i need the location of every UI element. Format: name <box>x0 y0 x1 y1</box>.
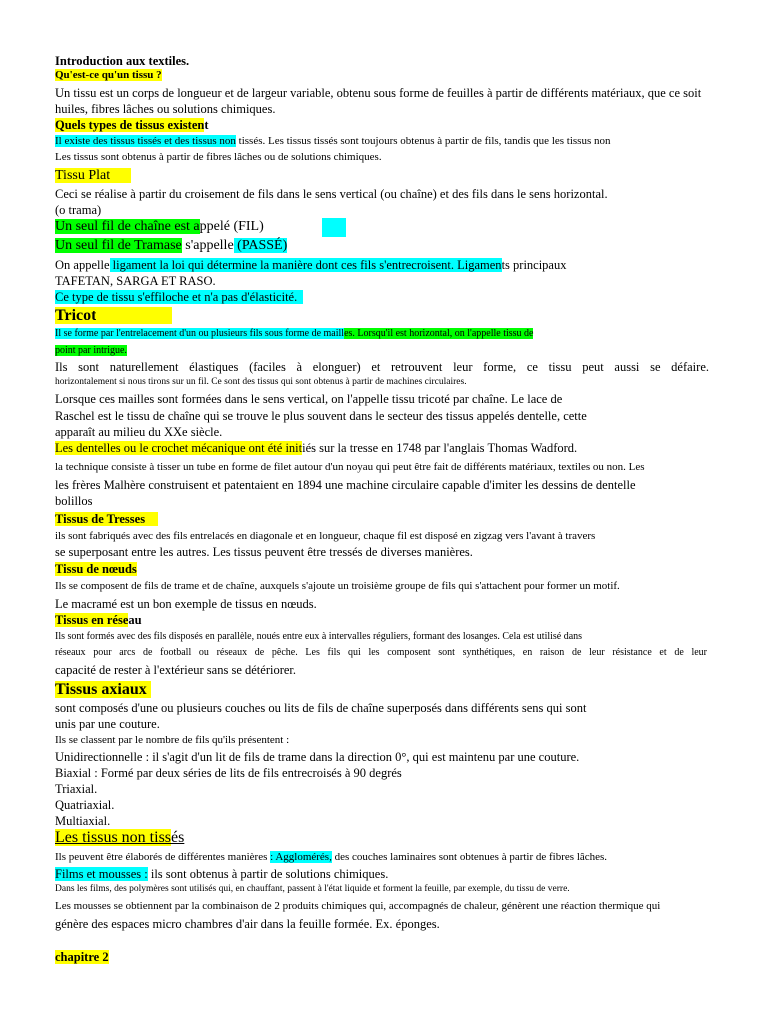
paragraph-line: génère des espaces micro chambres d'air dans la feuille formée. Ex. éponges. <box>55 917 440 931</box>
paragraph-line: Unidirectionnelle : il s'agit d'un lit de fils de trame dans la direction 0°, qui est maintenu par une couture. <box>55 750 580 764</box>
paragraph-line: apparaît au milieu du XXe siècle. <box>55 425 223 439</box>
paragraph-line: Ils peuvent être élaborés de différentes manières : Agglomérés, des couches laminaires sont obtenues à partir de fibres lâches. <box>55 851 608 863</box>
paragraph-line: réseaux pour arcs de football ou réseaux de pêche. Les fils qui les composent sont synthétiques, en raison de leur résistance et de leur <box>55 647 707 658</box>
paragraph-line: Il existe des tissus tissés et des tissus non tissés. Les tissus tissés sont toujours obtenus à partir de fils, tandis que les tissus non <box>55 135 611 147</box>
paragraph-line: Un seul fil de chaîne est appelé (FIL) <box>55 219 264 234</box>
paragraph-line: se superposant entre les autres. Les tissus peuvent être tressés de diverses manières. <box>55 545 473 559</box>
paragraph-line: ils sont fabriqués avec des fils entrelacés en diagonale et en longueur, chaque fil est disposé en zigzag vers l'avant à travers <box>55 530 596 542</box>
heading-tissu-de-noeuds: Tissu de nœuds <box>55 562 137 576</box>
paragraph-line: unis par une couture. <box>55 717 160 731</box>
heading-tissu-plat: Tissu Plat <box>55 168 131 184</box>
paragraph-line: la technique consiste à tisser un tube en forme de filet autour d'un noyau qui peut être fait de différents matériaux, textiles ou non. Les <box>55 461 645 473</box>
paragraph-line: capacité de rester à l'extérieur sans se détériorer. <box>55 663 297 677</box>
heading-tricot: Tricot <box>55 307 172 325</box>
paragraph-line: TAFETAN, SARGA ET RASO. <box>55 274 216 288</box>
heading-what-is-fabric: Qu'est-ce qu'un tissu ? <box>55 69 162 81</box>
paragraph-line: On appelle ligament la loi qui détermine la manière dont ces fils s'entrecroisent. Ligaments principaux <box>55 258 567 272</box>
paragraph-line: bolillos <box>55 494 93 508</box>
doc-title: Introduction aux textiles. <box>55 54 190 68</box>
paragraph-line: Biaxial : Formé par deux séries de lits de fils entrecroisés à 90 degrés <box>55 766 402 780</box>
paragraph-line: Quatriaxial. <box>55 798 115 812</box>
heading-tissus-en-reseau: Tissus en réseau <box>55 613 142 627</box>
paragraph-line: Ils se composent de fils de trame et de chaîne, auxquels s'ajoute un troisième groupe de fils qui s'attachent pour former un motif. <box>55 580 620 592</box>
paragraph-line: Le macramé est un bon exemple de tissus en nœuds. <box>55 597 317 611</box>
chapter-2-heading: chapitre 2 <box>55 950 109 964</box>
paragraph-line: huiles, fibres lâches ou solutions chimiques. <box>55 102 276 116</box>
heading-tissus-de-tresses: Tissus de Tresses <box>55 512 158 526</box>
paragraph-line: Films et mousses : ils sont obtenus à partir de solutions chimiques. <box>55 867 389 881</box>
paragraph-line: Un tissu est un corps de longueur et de largeur variable, obtenu sous forme de feuilles à partir de différents matériaux, que ce soit <box>55 86 702 100</box>
paragraph-line: horizontalement si nous tirons sur un fil. Ce sont des tissus qui sont obtenus à partir de machines circulaires. <box>55 377 467 387</box>
paragraph-line: Dans les films, des polymères sont utilisés qui, en chauffant, passent à l'état liquide et forment la feuille, par exemple, du tissu de verre. <box>55 884 570 894</box>
cyan-highlight-box <box>322 218 346 237</box>
paragraph-line: Ceci se réalise à partir du croisement de fils dans le sens vertical (ou chaîne) et des fils dans le sens horizontal. <box>55 187 608 201</box>
paragraph-line: Multiaxial. <box>55 814 111 828</box>
paragraph-line: Les tissus sont obtenus à partir de fibres lâches ou de solutions chimiques. <box>55 151 382 163</box>
paragraph-line: Raschel est le tissu de chaîne qui se trouve le plus souvent dans le secteur des tissus appelés dentelle, cette <box>55 409 587 423</box>
paragraph-line: les frères Malhère construisent et patentaient en 1894 une machine circulaire capable d'imiter les dessins de dentelle <box>55 478 636 492</box>
heading-tissus-axiaux: Tissus axiaux <box>55 681 151 699</box>
paragraph-line: point par intrigue. <box>55 345 127 356</box>
paragraph-line: sont composés d'une ou plusieurs couches ou lits de fils de chaîne superposés dans différents sens qui sont <box>55 701 587 715</box>
heading-tissus-non-tisses: Les tissus non tissés <box>55 829 185 846</box>
paragraph-line: Ils se classent par le nombre de fils qu'ils présentent : <box>55 734 290 746</box>
paragraph-line: Ils sont formés avec des fils disposés en parallèle, noués entre eux à intervalles réguliers, formant des losanges. Cela est utilisé dans <box>55 631 583 642</box>
paragraph-line: Lorsque ces mailles sont formées dans le sens vertical, on l'appelle tissu tricoté par chaîne. Le lace de <box>55 392 563 406</box>
paragraph-line: Un seul fil de Tramase s'appelle (PASSÉ) <box>55 238 288 253</box>
paragraph-line: Triaxial. <box>55 782 98 796</box>
paragraph-line: Ils sont naturellement élastiques (faciles à elonguer) et retrouvent leur forme, ce tissu peut aussi se défaire. <box>55 360 709 374</box>
paragraph-line: Les mousses se obtiennent par la combinaison de 2 produits chimiques qui, accompagnés de chaleur, génèrent une réaction thermique qui <box>55 900 661 912</box>
paragraph-line: (o trama) <box>55 203 102 217</box>
paragraph-line: Les dentelles ou le crochet mécanique ont été initiés sur la tresse en 1748 par l'anglais Thomas Wadford. <box>55 441 578 455</box>
paragraph-line: Il se forme par l'entrelacement d'un ou plusieurs fils sous forme de mailles. Lorsqu'il est horizontal, on l'appelle tissu de <box>55 328 534 339</box>
heading-fabric-types: Quels types de tissus existent <box>55 118 209 132</box>
paragraph-line: Ce type de tissu s'effiloche et n'a pas d'élasticité. <box>55 290 303 304</box>
